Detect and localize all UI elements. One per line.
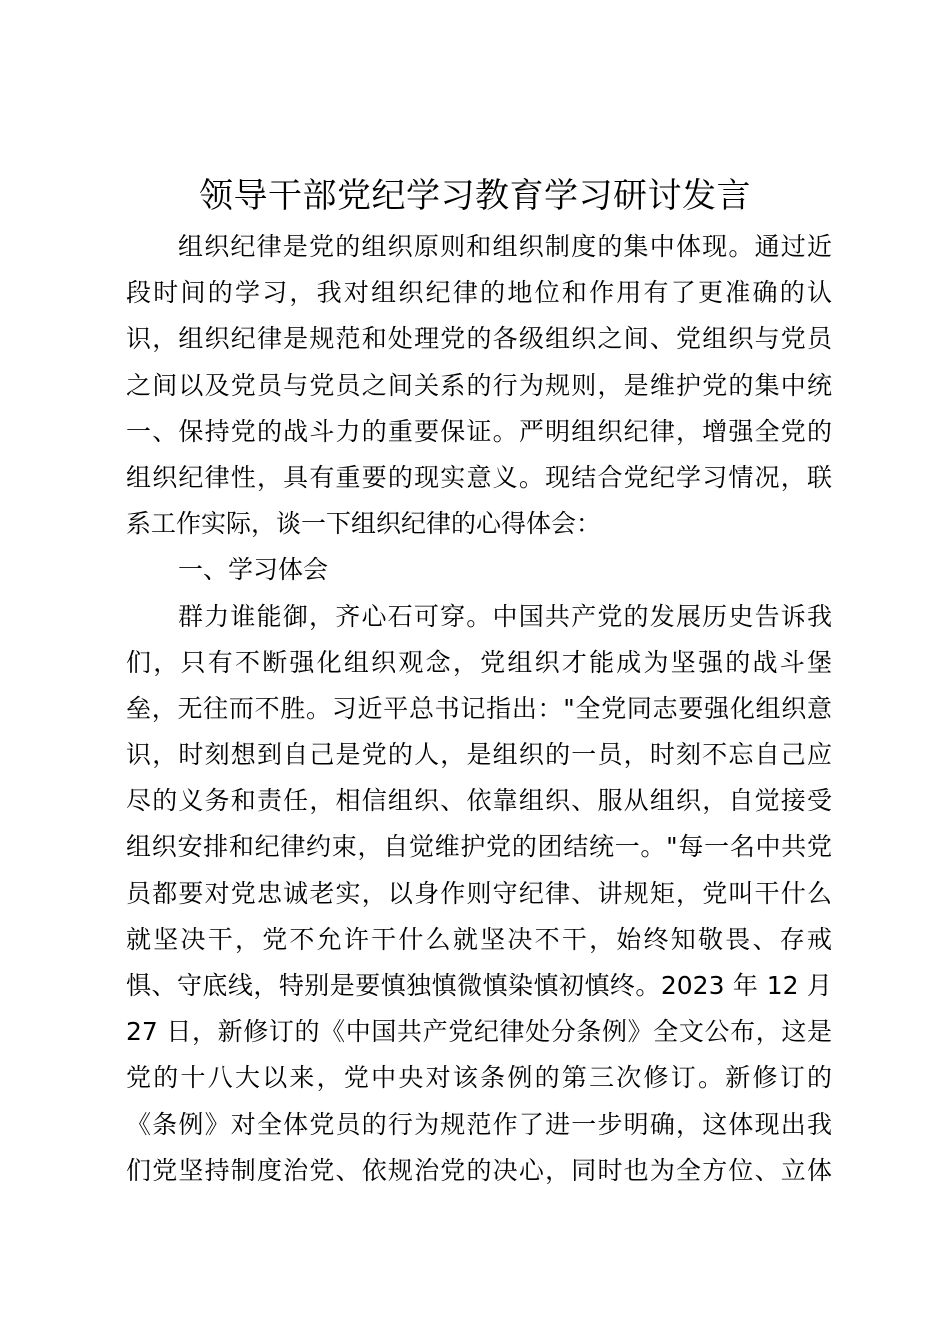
paragraph-line: 垒，无往而不胜。习近平总书记指出："全党同志要强化组织意 <box>126 693 832 723</box>
document-title: 领导干部党纪学习教育学习研讨发言 <box>199 176 751 216</box>
paragraph-line: 党的十八大以来，党中央对该条例的第三次修订。新修订的 <box>126 1063 832 1093</box>
paragraph-line: 们党坚持制度治党、依规治党的决心，同时也为全方位、立体 <box>126 1155 832 1185</box>
paragraph-line: 识，时刻想到自己是党的人，是组织的一员，时刻不忘自己应 <box>126 740 832 770</box>
paragraph-line: 组织纪律性，具有重要的现实意义。现结合党纪学习情况，联 <box>126 462 832 492</box>
paragraph-line: 系工作实际，谈一下组织纪律的心得体会： <box>126 509 602 539</box>
paragraph-line: 惧、守底线，特别是要慎独慎微慎染慎初慎终。2023 年 12 月 <box>126 971 832 1000</box>
paragraph-line: 识，组织纪律是规范和处理党的各级组织之间、党组织与党员 <box>126 324 832 354</box>
paragraph-line: 尽的义务和责任，相信组织、依靠组织、服从组织，自觉接受 <box>126 786 832 816</box>
paragraph-line: 《条例》对全体党员的行为规范作了进一步明确，这体现出我 <box>126 1109 832 1139</box>
paragraph-line: 群力谁能御，齐心石可穿。中国共产党的发展历史告诉我 <box>178 601 832 631</box>
paragraph-line: 员都要对党忠诚老实，以身作则守纪律、讲规矩，党叫干什么 <box>126 878 832 908</box>
paragraph-line: 们，只有不断强化组织观念，党组织才能成为坚强的战斗堡 <box>126 647 832 677</box>
paragraph-line: 组织安排和纪律约束，自觉维护党的团结统一。"每一名中共党 <box>126 832 832 862</box>
paragraph-line: 27 日，新修订的《中国共产党纪律处分条例》全文公布，这是 <box>126 1017 832 1047</box>
paragraph-line: 就坚决干，党不允许干什么就坚决不干，始终知敬畏、存戒 <box>126 924 832 954</box>
paragraph-line: 之间以及党员与党员之间关系的行为规则，是维护党的集中统 <box>126 370 832 400</box>
section-heading: 一、学习体会 <box>178 555 329 585</box>
paragraph-line: 一、保持党的战斗力的重要保证。严明组织纪律，增强全党的 <box>126 416 832 446</box>
document-body <box>126 224 832 1194</box>
paragraph-line: 段时间的学习，我对组织纪律的地位和作用有了更准确的认 <box>126 278 832 308</box>
paragraph-line: 组织纪律是党的组织原则和组织制度的集中体现。通过近 <box>178 232 832 261</box>
